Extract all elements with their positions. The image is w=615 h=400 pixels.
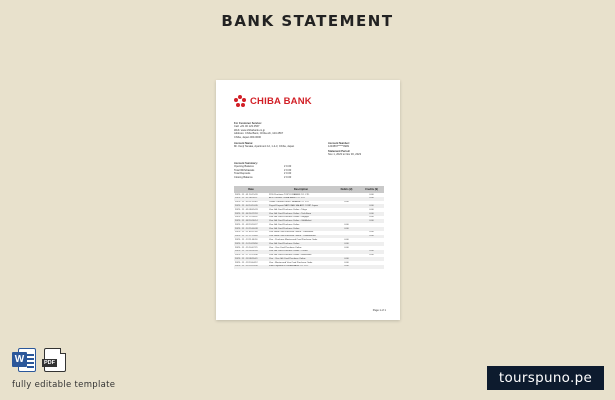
- cell-credit: 0.00: [369, 208, 374, 211]
- account-number-block: [328, 142, 361, 157]
- cell-date: 2023 - 11 - 02 08:30:11: [234, 197, 268, 201]
- cell-date: 2023 - 11 - 11 09:12:38: [235, 231, 258, 234]
- cell-date: 2023 - 11 - 03 11:20:45: [235, 201, 258, 204]
- header-credits: Credits (¥): [359, 186, 384, 193]
- cell-description: Visa Gift Card Purchase Online - Tokyo: [269, 208, 307, 211]
- cell-debit: 0.00: [334, 242, 359, 246]
- table-header-row: [234, 186, 384, 193]
- page-title: BANK STATEMENT: [221, 12, 394, 30]
- cell-description: Visa Gift Card Purchase Online: [269, 223, 300, 226]
- header-description: Description: [268, 186, 334, 193]
- word-file-icon: [12, 348, 38, 372]
- bank-name: CHIBA BANK: [250, 95, 312, 107]
- cell-description: Visa - Visa Gift Card Purchase Online: [268, 257, 334, 261]
- summary-value: ¥ 0.00: [284, 168, 292, 172]
- cell-credit: [359, 265, 384, 269]
- statement-period-value: Nov 1, 2023 to Nov 30, 2023: [328, 153, 362, 157]
- cell-credit: 0.00: [369, 254, 374, 257]
- cell-description: Visa Gift Card Purchase Online - TechStore: [268, 212, 334, 216]
- customer-line: Address: Chiba Bank, Chiba-shi, 123-4567: [234, 132, 284, 136]
- cell-date: 2023 - 11 - 17 12:19:06: [235, 254, 258, 257]
- cell-date: 2023 - 11 - 04 14:10:05: [234, 204, 268, 208]
- cell-credit: 0.00: [359, 197, 384, 201]
- table-row: [234, 265, 384, 269]
- cell-description: POS Purchase TOKYO RAMEN CO. LTD: [269, 193, 310, 196]
- cell-credit: 0.00: [359, 212, 384, 216]
- cell-description: Visa Gift Card Purchase Online: [268, 242, 334, 246]
- cell-description: Final Payment to CHIBA BANK CO. LTD: [268, 265, 334, 269]
- cell-date: 2023 - 11 - 18 09:55:41: [234, 257, 268, 261]
- cell-date: 2023 - 11 - 19 13:44:12: [235, 261, 258, 264]
- customer-line: Call: +81 00 123 4567: [234, 125, 260, 129]
- cell-debit: 0.00: [344, 246, 349, 249]
- summary-label: Closing Balance: [234, 175, 253, 179]
- word-letter: W: [12, 352, 27, 367]
- cell-description: Visa Debit Card Purchase Online - Yokohama: [269, 231, 314, 234]
- cell-date: 2023 - 11 - 14 14:33:50: [234, 242, 268, 246]
- customer-line: Chiba, Japan 000-0000: [234, 135, 261, 139]
- header-date: Date: [234, 186, 268, 193]
- cell-description: Visa Gift Card Purchase Online: [268, 227, 334, 231]
- cell-date: 2023 - 11 - 13 11:08:16: [235, 238, 258, 241]
- page-number: Page 1 of 1: [372, 308, 386, 312]
- cell-credit: 0.00: [359, 235, 384, 239]
- transactions-table: [234, 186, 384, 269]
- cell-credit: 0.00: [359, 204, 384, 208]
- summary-value: ¥ 0.00: [284, 165, 292, 169]
- summary-value: ¥ 0.00: [284, 172, 292, 176]
- cell-description: Online Transfer KENJI TANAKA CO. LTD: [269, 201, 309, 204]
- cell-debit: 0.00: [334, 227, 359, 231]
- summary-row: [234, 176, 291, 179]
- account-summary-block: [234, 162, 291, 179]
- account-owner-block: [234, 142, 294, 149]
- cell-description: Visa - Purchase Mastercard Card Purchase Order: [269, 238, 318, 241]
- cell-date: 2023 - 11 - 06 16:22:18: [234, 212, 268, 216]
- transactions-body: [234, 193, 384, 269]
- cell-debit: 0.00: [334, 265, 359, 269]
- cell-date: 2023 - 11 - 07 12:05:52: [235, 216, 258, 219]
- cell-date: 2023 - 11 - 12 17:25:44: [234, 235, 268, 239]
- cell-debit: 0.00: [344, 223, 349, 226]
- header-debits: Debits (¥): [334, 186, 359, 193]
- account-summary-heading: Account Summary:: [234, 162, 258, 165]
- summary-label: Total Withdrawals: [234, 168, 255, 172]
- summary-value: ¥ 0.00: [284, 175, 292, 179]
- cell-description: Visa Debit Card Purchase Online - CoffeeHouse: [268, 235, 334, 239]
- account-number-heading: Account Number:: [328, 142, 350, 145]
- file-format-icons: [12, 348, 66, 372]
- cell-credit: 0.00: [369, 231, 374, 234]
- brand-badge[interactable]: tourspuno.pe: [487, 366, 604, 390]
- summary-label: Total Deposits: [234, 172, 251, 176]
- cell-credit: 0.00: [369, 193, 374, 196]
- cell-description: Visa Gift Card Purchase Online - Osaka: [268, 250, 334, 254]
- chiba-bank-logo-icon: [234, 95, 246, 107]
- pdf-file-icon: [44, 348, 66, 372]
- cell-description: Visa Gift Card Purchase Online - GiftMarket: [268, 219, 334, 223]
- account-number-value: 1234567*****9999: [328, 145, 349, 149]
- cell-debit: 0.00: [344, 238, 349, 241]
- pdf-label: PDF: [44, 360, 55, 366]
- cell-description: Visa Gift Card Purchase Online - Nagoya: [269, 216, 309, 219]
- statement-period-heading: Statement Period:: [328, 149, 351, 153]
- cell-credit: 0.00: [369, 216, 374, 219]
- account-owner-heading: Account Name:: [234, 142, 254, 145]
- cell-date: 2023 - 11 - 01 10:15:20: [235, 193, 258, 196]
- cell-credit: 0.00: [359, 250, 384, 254]
- cell-date: 2023 - 11 - 08 10:30:14: [234, 219, 268, 223]
- cell-description: ATM Transfer CHIBA BANK CO. LTD: [268, 197, 334, 201]
- statement-sheet: [216, 80, 400, 320]
- cell-description: Visa Gift Card Purchase Online - BookStore: [269, 254, 312, 257]
- summary-label: Opening Balance: [234, 165, 254, 169]
- cell-description: Payroll Deposit NATIONAL SALARY CORP. Japan: [268, 204, 334, 208]
- cell-date: 2023 - 11 - 09 13:18:27: [235, 223, 258, 226]
- cell-debit: 0.00: [344, 201, 349, 204]
- cell-debit: 0.00: [334, 257, 359, 261]
- cell-date: 2023 - 11 - 16 16:02:59: [234, 250, 268, 254]
- customer-line: Web: www.chibabank.co.jp: [234, 128, 265, 132]
- cell-description: Visa - Mastercard Visa Card Purchase Order: [269, 261, 313, 264]
- customer-service-block: [234, 122, 283, 139]
- customer-service-heading: For Customer Service:: [234, 122, 262, 125]
- template-caption: fully editable template: [12, 380, 116, 390]
- cell-date: 2023 - 11 - 10 15:40:09: [234, 227, 268, 231]
- cell-date: 2023 - 11 - 20 15:10:30: [234, 265, 268, 269]
- cell-debit: 0.00: [344, 261, 349, 264]
- cell-date: 2023 - 11 - 05 09:45:33: [235, 208, 258, 211]
- account-owner-line: Mr. Kenji Tanaka, Apartment 12, 1-2-3, Chiba, Japan: [234, 145, 295, 149]
- cell-date: 2023 - 11 - 15 10:47:21: [235, 246, 258, 249]
- bank-logo: [234, 95, 312, 107]
- cell-description: Visa - Visa Card Purchase Online: [269, 246, 302, 249]
- cell-credit: 0.00: [359, 219, 384, 223]
